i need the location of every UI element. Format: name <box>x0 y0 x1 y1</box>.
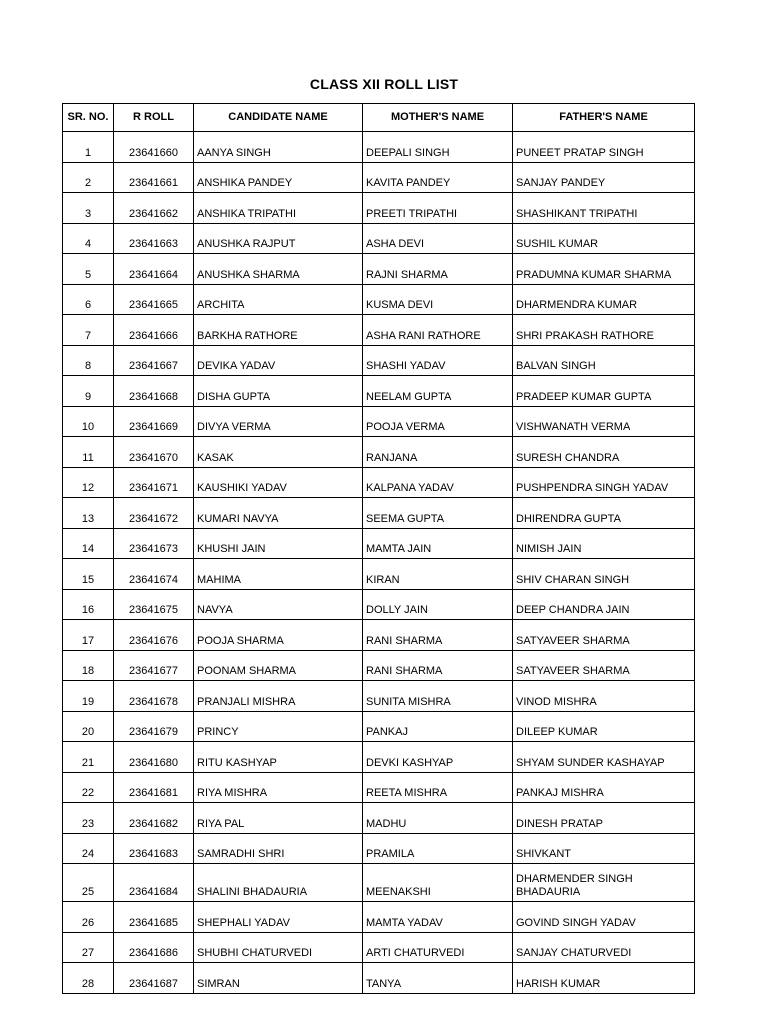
fathers-name-cell: DHIRENDRA GUPTA <box>513 498 695 529</box>
fathers-name-cell: VINOD MISHRA <box>513 681 695 712</box>
fathers-name-cell: DHARMENDER SINGH BHADAURIA <box>513 864 695 902</box>
mothers-name-cell: NEELAM GUPTA <box>363 376 513 407</box>
candidate-name-cell: KAUSHIKI YADAV <box>194 467 363 498</box>
table-row <box>63 284 695 315</box>
table-row <box>63 345 695 376</box>
r-roll-cell: 23641662 <box>114 193 194 224</box>
mothers-name-cell: KUSMA DEVI <box>363 284 513 315</box>
r-roll-cell: 23641684 <box>114 864 194 902</box>
r-roll-cell: 23641673 <box>114 528 194 559</box>
fathers-name-cell: SANJAY CHATURVEDI <box>513 932 695 963</box>
sr-no-cell: 21 <box>63 742 114 773</box>
mothers-name-cell: TANYA <box>363 963 513 994</box>
r-roll-cell: 23641664 <box>114 254 194 285</box>
candidate-name-cell: ANUSHKA SHARMA <box>194 254 363 285</box>
table-row <box>63 650 695 681</box>
table-row <box>63 902 695 933</box>
fathers-name-cell: SHASHIKANT TRIPATHI <box>513 193 695 224</box>
sr-no-cell: 22 <box>63 772 114 803</box>
mothers-name-cell: RANJANA <box>363 437 513 468</box>
sr-no-cell: 23 <box>63 803 114 834</box>
r-roll-cell: 23641669 <box>114 406 194 437</box>
candidate-name-cell: ANUSHKA RAJPUT <box>194 223 363 254</box>
header-sr-no: SR. NO. <box>63 104 114 132</box>
table-row <box>63 620 695 651</box>
r-roll-cell: 23641677 <box>114 650 194 681</box>
r-roll-cell: 23641674 <box>114 559 194 590</box>
table-row <box>63 193 695 224</box>
r-roll-cell: 23641670 <box>114 437 194 468</box>
table-row <box>63 437 695 468</box>
mothers-name-cell: PRAMILA <box>363 833 513 864</box>
mothers-name-cell: PANKAJ <box>363 711 513 742</box>
candidate-name-cell: DIVYA VERMA <box>194 406 363 437</box>
fathers-name-cell: BALVAN SINGH <box>513 345 695 376</box>
r-roll-cell: 23641667 <box>114 345 194 376</box>
table-row <box>63 772 695 803</box>
sr-no-cell: 19 <box>63 681 114 712</box>
table-row <box>63 589 695 620</box>
page-title: CLASS XII ROLL LIST <box>309 76 459 92</box>
candidate-name-cell: AANYA SINGH <box>194 132 363 163</box>
table-row <box>63 932 695 963</box>
candidate-name-cell: SHUBHI CHATURVEDI <box>194 932 363 963</box>
fathers-name-cell: SHIV CHARAN SINGH <box>513 559 695 590</box>
mothers-name-cell: SEEMA GUPTA <box>363 498 513 529</box>
fathers-name-cell: HARISH KUMAR <box>513 963 695 994</box>
table-row <box>63 803 695 834</box>
sr-no-cell: 26 <box>63 902 114 933</box>
table-header <box>63 104 695 132</box>
table-row <box>63 559 695 590</box>
r-roll-cell: 23641666 <box>114 315 194 346</box>
mothers-name-cell: MAMTA YADAV <box>363 902 513 933</box>
candidate-name-cell: MAHIMA <box>194 559 363 590</box>
candidate-name-cell: ANSHIKA PANDEY <box>194 162 363 193</box>
roll-list-table <box>62 103 695 994</box>
candidate-name-cell: POOJA SHARMA <box>194 620 363 651</box>
r-roll-cell: 23641676 <box>114 620 194 651</box>
r-roll-cell: 23641685 <box>114 902 194 933</box>
r-roll-cell: 23641663 <box>114 223 194 254</box>
mothers-name-cell: RANI SHARMA <box>363 650 513 681</box>
header-candidate-name: CANDIDATE NAME <box>194 104 363 132</box>
sr-no-cell: 12 <box>63 467 114 498</box>
fathers-name-cell: SATYAVEER SHARMA <box>513 650 695 681</box>
mothers-name-cell: POOJA VERMA <box>363 406 513 437</box>
fathers-name-cell: NIMISH JAIN <box>513 528 695 559</box>
header-fathers-name: FATHER'S NAME <box>513 104 695 132</box>
r-roll-cell: 23641680 <box>114 742 194 773</box>
r-roll-cell: 23641661 <box>114 162 194 193</box>
mothers-name-cell: ASHA RANI RATHORE <box>363 315 513 346</box>
sr-no-cell: 18 <box>63 650 114 681</box>
mothers-name-cell: DEVKI KASHYAP <box>363 742 513 773</box>
table-row <box>63 528 695 559</box>
sr-no-cell: 25 <box>63 864 114 902</box>
mothers-name-cell: MADHU <box>363 803 513 834</box>
sr-no-cell: 16 <box>63 589 114 620</box>
sr-no-cell: 5 <box>63 254 114 285</box>
candidate-name-cell: SHALINI BHADAURIA <box>194 864 363 902</box>
sr-no-cell: 2 <box>63 162 114 193</box>
table-row <box>63 864 695 902</box>
fathers-name-cell: SHIVKANT <box>513 833 695 864</box>
candidate-name-cell: DEVIKA YADAV <box>194 345 363 376</box>
fathers-name-cell: DINESH PRATAP <box>513 803 695 834</box>
fathers-name-cell: PUNEET PRATAP SINGH <box>513 132 695 163</box>
sr-no-cell: 20 <box>63 711 114 742</box>
table-body <box>63 132 695 994</box>
mothers-name-cell: ARTI CHATURVEDI <box>363 932 513 963</box>
table-row <box>63 132 695 163</box>
sr-no-cell: 14 <box>63 528 114 559</box>
r-roll-cell: 23641686 <box>114 932 194 963</box>
candidate-name-cell: KUMARI NAVYA <box>194 498 363 529</box>
mothers-name-cell: DOLLY JAIN <box>363 589 513 620</box>
sr-no-cell: 4 <box>63 223 114 254</box>
sr-no-cell: 3 <box>63 193 114 224</box>
r-roll-cell: 23641660 <box>114 132 194 163</box>
mothers-name-cell: RAJNI SHARMA <box>363 254 513 285</box>
fathers-name-cell: GOVIND SINGH YADAV <box>513 902 695 933</box>
candidate-name-cell: DISHA GUPTA <box>194 376 363 407</box>
fathers-name-cell: DEEP CHANDRA JAIN <box>513 589 695 620</box>
table-row <box>63 742 695 773</box>
fathers-name-cell: SHRI PRAKASH RATHORE <box>513 315 695 346</box>
fathers-name-cell: VISHWANATH VERMA <box>513 406 695 437</box>
fathers-name-cell: DILEEP KUMAR <box>513 711 695 742</box>
table-row <box>63 376 695 407</box>
table-row <box>63 406 695 437</box>
fathers-name-cell: SATYAVEER SHARMA <box>513 620 695 651</box>
r-roll-cell: 23641671 <box>114 467 194 498</box>
r-roll-cell: 23641672 <box>114 498 194 529</box>
candidate-name-cell: KHUSHI JAIN <box>194 528 363 559</box>
table-row <box>63 963 695 994</box>
table-row <box>63 315 695 346</box>
sr-no-cell: 27 <box>63 932 114 963</box>
candidate-name-cell: ANSHIKA TRIPATHI <box>194 193 363 224</box>
r-roll-cell: 23641665 <box>114 284 194 315</box>
candidate-name-cell: NAVYA <box>194 589 363 620</box>
fathers-name-cell: SANJAY PANDEY <box>513 162 695 193</box>
header-row <box>63 104 695 132</box>
table-row <box>63 711 695 742</box>
r-roll-cell: 23641681 <box>114 772 194 803</box>
table-row <box>63 498 695 529</box>
sr-no-cell: 17 <box>63 620 114 651</box>
mothers-name-cell: SUNITA MISHRA <box>363 681 513 712</box>
r-roll-cell: 23641682 <box>114 803 194 834</box>
sr-no-cell: 1 <box>63 132 114 163</box>
table-row <box>63 681 695 712</box>
mothers-name-cell: MAMTA JAIN <box>363 528 513 559</box>
candidate-name-cell: ARCHITA <box>194 284 363 315</box>
table-row <box>63 833 695 864</box>
sr-no-cell: 8 <box>63 345 114 376</box>
r-roll-cell: 23641668 <box>114 376 194 407</box>
fathers-name-cell: DHARMENDRA KUMAR <box>513 284 695 315</box>
table-row <box>63 467 695 498</box>
fathers-name-cell: SHYAM SUNDER KASHAYAP <box>513 742 695 773</box>
table-row <box>63 223 695 254</box>
mothers-name-cell: DEEPALI SINGH <box>363 132 513 163</box>
sr-no-cell: 15 <box>63 559 114 590</box>
r-roll-cell: 23641675 <box>114 589 194 620</box>
sr-no-cell: 28 <box>63 963 114 994</box>
candidate-name-cell: RIYA MISHRA <box>194 772 363 803</box>
candidate-name-cell: SHEPHALI YADAV <box>194 902 363 933</box>
sr-no-cell: 6 <box>63 284 114 315</box>
candidate-name-cell: BARKHA RATHORE <box>194 315 363 346</box>
candidate-name-cell: KASAK <box>194 437 363 468</box>
candidate-name-cell: POONAM SHARMA <box>194 650 363 681</box>
mothers-name-cell: REETA MISHRA <box>363 772 513 803</box>
candidate-name-cell: SIMRAN <box>194 963 363 994</box>
mothers-name-cell: MEENAKSHI <box>363 864 513 902</box>
table-row <box>63 162 695 193</box>
mothers-name-cell: RANI SHARMA <box>363 620 513 651</box>
fathers-name-cell: PRADEEP KUMAR GUPTA <box>513 376 695 407</box>
fathers-name-cell: PRADUMNA KUMAR SHARMA <box>513 254 695 285</box>
r-roll-cell: 23641679 <box>114 711 194 742</box>
mothers-name-cell: KIRAN <box>363 559 513 590</box>
sr-no-cell: 9 <box>63 376 114 407</box>
sr-no-cell: 7 <box>63 315 114 346</box>
mothers-name-cell: ASHA DEVI <box>363 223 513 254</box>
mothers-name-cell: KAVITA PANDEY <box>363 162 513 193</box>
r-roll-cell: 23641683 <box>114 833 194 864</box>
fathers-name-cell: PUSHPENDRA SINGH YADAV <box>513 467 695 498</box>
fathers-name-cell: SUSHIL KUMAR <box>513 223 695 254</box>
sr-no-cell: 24 <box>63 833 114 864</box>
candidate-name-cell: RITU KASHYAP <box>194 742 363 773</box>
r-roll-cell: 23641687 <box>114 963 194 994</box>
candidate-name-cell: RIYA PAL <box>194 803 363 834</box>
mothers-name-cell: KALPANA YADAV <box>363 467 513 498</box>
fathers-name-cell: PANKAJ MISHRA <box>513 772 695 803</box>
header-r-roll: R ROLL <box>114 104 194 132</box>
candidate-name-cell: SAMRADHI SHRI <box>194 833 363 864</box>
mothers-name-cell: PREETI TRIPATHI <box>363 193 513 224</box>
fathers-name-cell: SURESH CHANDRA <box>513 437 695 468</box>
table-row <box>63 254 695 285</box>
mothers-name-cell: SHASHI YADAV <box>363 345 513 376</box>
candidate-name-cell: PRANJALI MISHRA <box>194 681 363 712</box>
header-mothers-name: MOTHER'S NAME <box>363 104 513 132</box>
r-roll-cell: 23641678 <box>114 681 194 712</box>
sr-no-cell: 10 <box>63 406 114 437</box>
sr-no-cell: 13 <box>63 498 114 529</box>
sr-no-cell: 11 <box>63 437 114 468</box>
candidate-name-cell: PRINCY <box>194 711 363 742</box>
